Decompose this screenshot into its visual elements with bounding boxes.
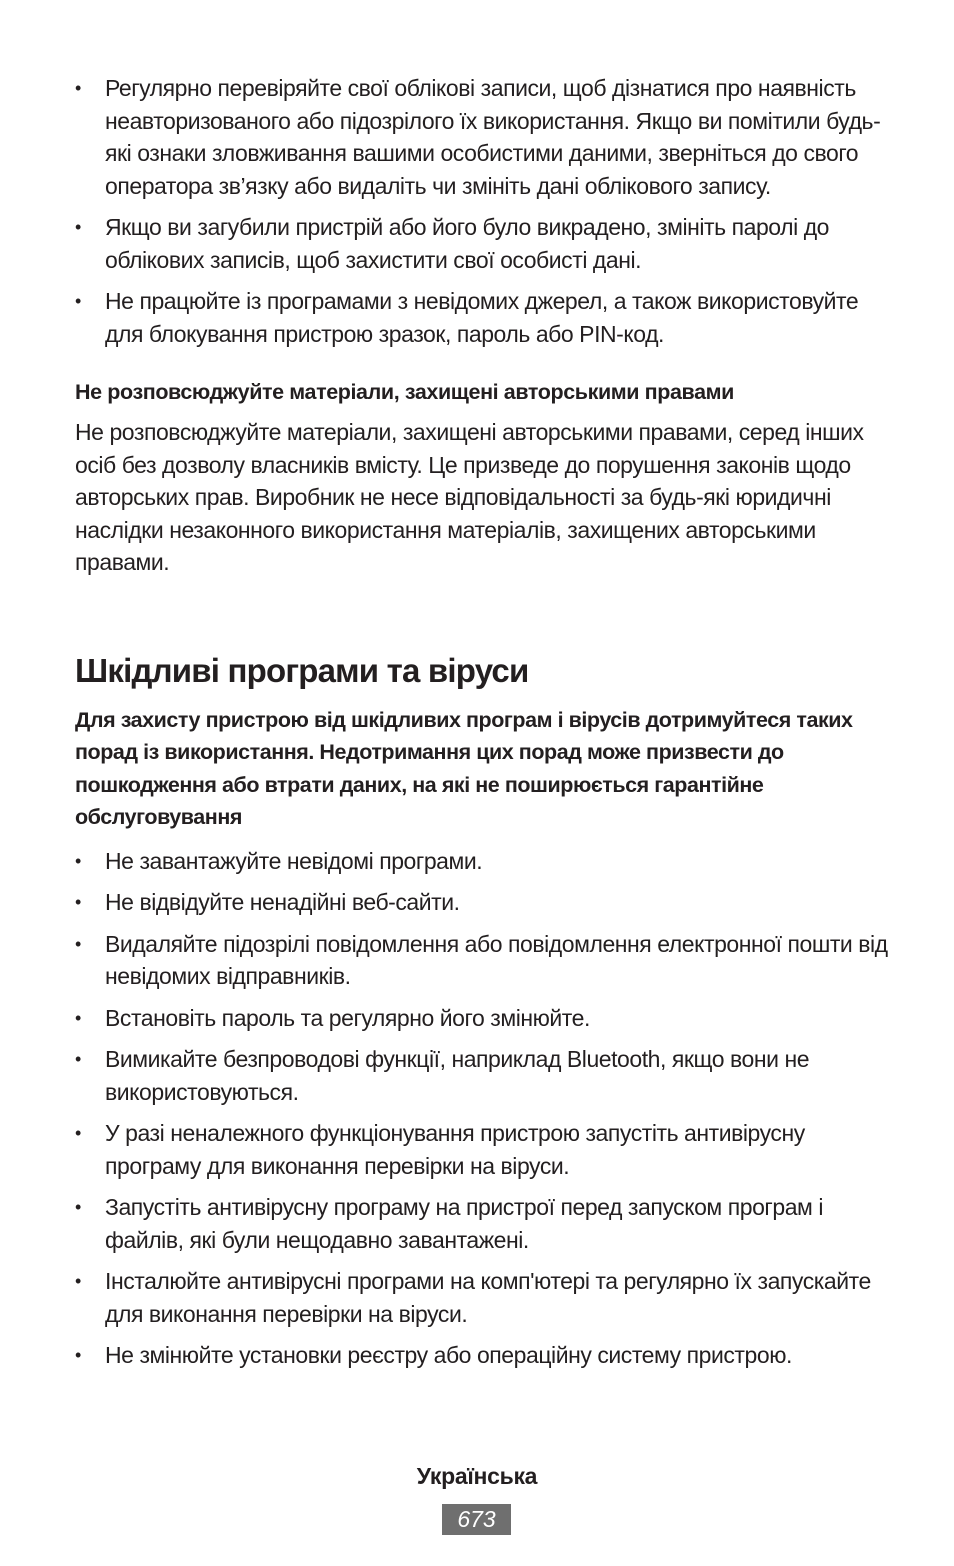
copyright-paragraph: Не розповсюджуйте матеріали, захищені авторськими правами, серед інших осіб без дозволу власників вмісту. Це призведе до порушення законів щодо авторських прав. Виробник не несе відповідальності за будь-які юридичні наслідки незаконного використання матеріалів, захищених авторськими правами. bbox=[75, 419, 864, 575]
list-item bbox=[75, 285, 890, 350]
list-item bbox=[75, 1002, 890, 1035]
page-number: 673 bbox=[442, 1504, 511, 1535]
bullet-icon: • bbox=[75, 291, 81, 311]
top-bullet-list bbox=[75, 72, 890, 350]
list-item-text: Не працюйте із програмами з невідомих джерел, а також використовуйте для блокування пристрою зразок, пароль або PIN-код. bbox=[105, 288, 859, 347]
bullet-icon: • bbox=[75, 217, 81, 237]
list-item-text: Вимикайте безпроводові функції, наприклад Bluetooth, якщо вони не використовуються. bbox=[105, 1046, 810, 1105]
list-item-text: Запустіть антивірусну програму на пристрої перед запуском програм і файлів, які були нещодавно завантажені. bbox=[105, 1194, 824, 1253]
bullet-icon: • bbox=[75, 1345, 81, 1365]
section-title: Шкідливі програми та віруси bbox=[75, 651, 529, 689]
list-item-text: Встановіть пароль та регулярно його змінюйте. bbox=[105, 1004, 590, 1031]
list-item-text: Регулярно перевіряйте свої облікові записи, щоб дізнатися про наявність неавторизованого або підозрілого їх використання. Якщо ви помітили будь-які ознаки зловживання вашими особистими даними, зверніться до свого оператора зв’язку або видаліть чи змініть дані облікового запису. bbox=[105, 75, 881, 199]
list-item bbox=[75, 1043, 890, 1108]
bullet-icon: • bbox=[75, 892, 81, 912]
list-item bbox=[75, 1117, 890, 1182]
list-item-text: Не відвідуйте ненадійні веб-сайти. bbox=[105, 889, 460, 915]
list-item-text: Видаляйте підозрілі повідомлення або повідомлення електронної пошти від невідомих відправників. bbox=[105, 930, 888, 989]
bullet-icon: • bbox=[75, 1197, 81, 1217]
bullet-icon: • bbox=[75, 933, 81, 954]
list-item bbox=[75, 845, 890, 878]
list-item bbox=[75, 886, 890, 919]
list-item bbox=[75, 928, 890, 993]
list-item-text: Не завантажуйте невідомі програми. bbox=[105, 847, 483, 874]
list-item bbox=[75, 211, 890, 276]
list-item bbox=[75, 1265, 890, 1330]
section-intro: Для захисту пристрою від шкідливих програм і вірусів дотримуйтеся таких порад із використання. Недотримання цих порад може призвести до пошкодження або втрати даних, на які не поширюється гарантійне обслуговування bbox=[75, 707, 853, 829]
bullet-icon: • bbox=[75, 1123, 81, 1143]
list-item-text: Не змінюйте установки реєстру або операційну систему пристрою. bbox=[105, 1342, 792, 1368]
bullet-icon: • bbox=[75, 78, 81, 98]
bullet-icon: • bbox=[75, 1049, 81, 1069]
bullet-icon: • bbox=[75, 1271, 81, 1291]
list-item bbox=[75, 1191, 890, 1256]
malware-bullet-list bbox=[75, 845, 890, 1372]
list-item bbox=[75, 72, 890, 202]
document-page bbox=[75, 72, 890, 1381]
list-item-text: Якщо ви загубили пристрій або його було викрадено, змініть паролі до облікових записів, щоб захистити свої особисті дані. bbox=[105, 214, 830, 273]
list-item bbox=[75, 1339, 890, 1372]
bullet-icon: • bbox=[75, 850, 81, 871]
list-item-text: У разі неналежного функціонування пристрою запустіть антивірусну програму для виконання перевірки на віруси. bbox=[105, 1120, 805, 1179]
bullet-icon: • bbox=[75, 1007, 81, 1028]
copyright-heading: Не розповсюджуйте матеріали, захищені авторськими правами bbox=[75, 380, 734, 404]
footer-language: Українська bbox=[416, 1463, 538, 1489]
list-item-text: Інсталюйте антивірусні програми на комп'ютері та регулярно їх запускайте для виконання перевірки на віруси. bbox=[105, 1268, 871, 1327]
